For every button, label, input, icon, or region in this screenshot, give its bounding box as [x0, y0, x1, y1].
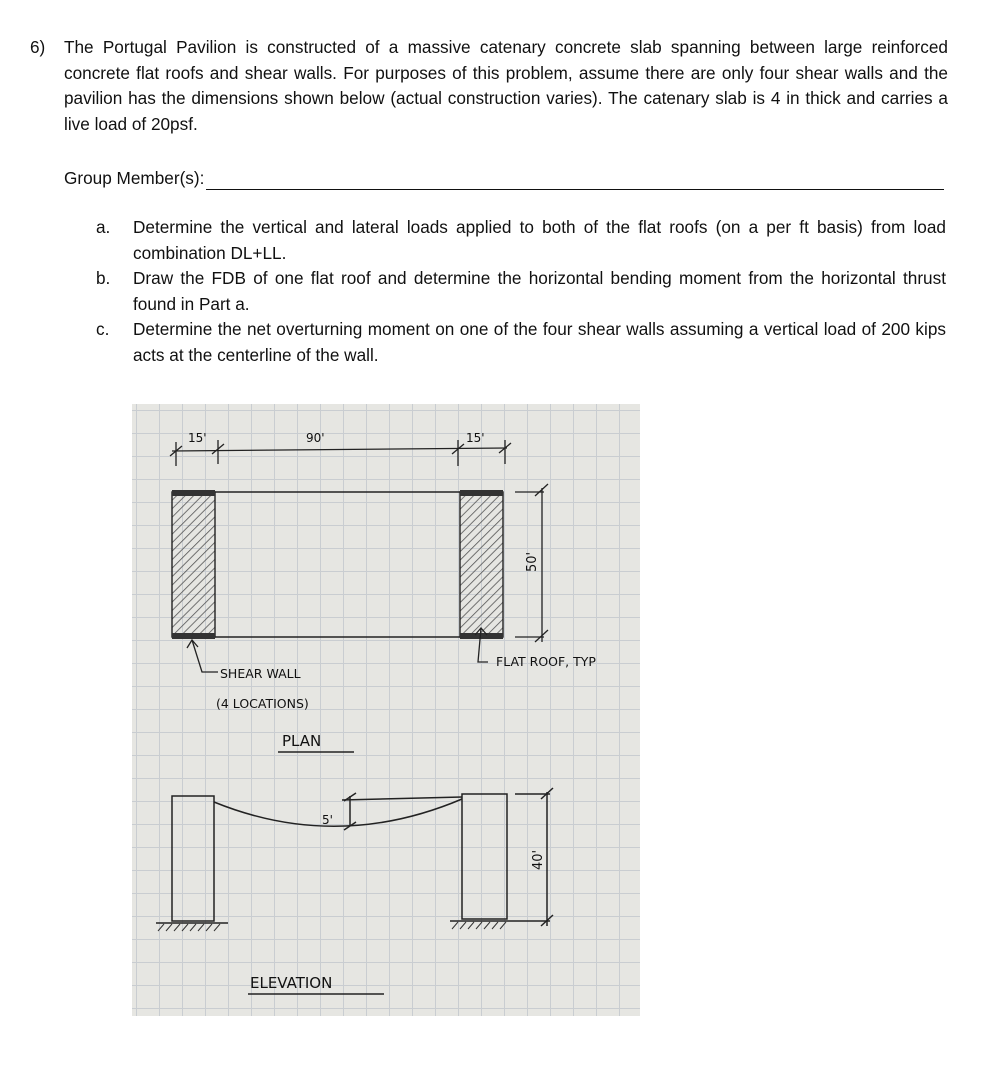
group-members-label: Group Member(s):: [64, 168, 205, 188]
part-a: [96, 215, 946, 266]
dim-right-label: 15': [466, 431, 485, 445]
plan-dimension-line: [170, 440, 511, 466]
part-a-text: Determine the vertical and lateral loads applied to both of the flat roofs (on a per ft basis) from load combination DL+LL.: [133, 217, 946, 263]
part-b: [96, 266, 946, 317]
part-c-text: Determine the net overturning moment on one of the four shear walls assuming a vertical load of 200 kips acts at the centerline of the wall.: [133, 319, 946, 365]
problem-statement: [30, 35, 948, 137]
shear-wall-count-label: (4 LOCATIONS): [216, 696, 309, 711]
problem-number: 6): [30, 37, 46, 57]
hand-sketch-photo: [132, 404, 640, 1016]
dim-middle-label: 90': [306, 431, 325, 445]
problem-text: The Portugal Pavilion is constructed of a massive catenary concrete slab spanning between large reinforced concrete flat roofs and shear walls. For purposes of this problem, assume there are only four shear walls and the pavilion has the dimensions shown below (actual construction varies). The catenary slab is 4 in thick and carries a live load of 20psf.: [64, 37, 948, 134]
elevation-title: ELEVATION: [250, 974, 333, 992]
flat-roof-label: FLAT ROOF, TYP: [496, 654, 596, 669]
elevation-drawing: [156, 788, 553, 926]
sketch-drawing: [132, 404, 640, 1016]
dim-depth-label: 50': [525, 551, 540, 572]
plan-outline: [172, 490, 503, 639]
part-b-label: b.: [96, 268, 111, 289]
dim-left-label: 15': [188, 431, 207, 445]
problem-parts-list: [96, 215, 946, 369]
part-c: [96, 317, 946, 368]
shear-wall-leader: [187, 640, 218, 672]
plan-title: PLAN: [282, 732, 322, 750]
sag-label: 5': [322, 813, 333, 827]
group-members-field: [64, 166, 944, 190]
group-members-blank-line: [206, 171, 944, 190]
height-label: 40': [531, 849, 546, 870]
part-c-label: c.: [96, 319, 110, 340]
shear-wall-label: SHEAR WALL: [220, 666, 301, 681]
part-b-text: Draw the FDB of one flat roof and determine the horizontal bending moment from the horizontal thrust found in Part a.: [133, 268, 946, 314]
part-a-label: a.: [96, 217, 111, 237]
